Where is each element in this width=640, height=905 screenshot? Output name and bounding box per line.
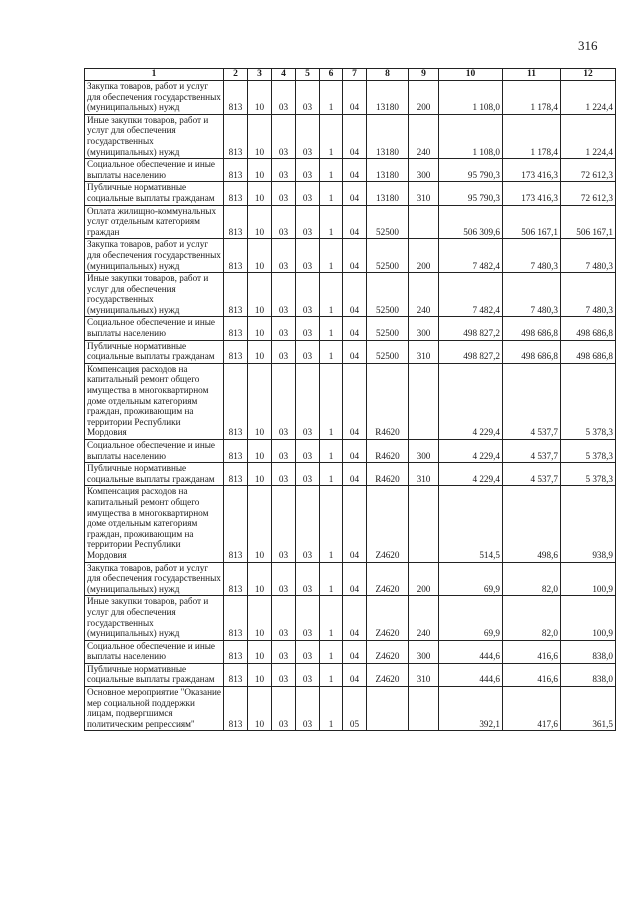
table-row — [85, 205, 616, 239]
cell-razdel: 10 — [248, 687, 272, 731]
cell-subprogram: 1 — [320, 486, 343, 562]
cell-amount-year3: 498 686,8 — [561, 340, 616, 363]
cell-subprogram: 1 — [320, 182, 343, 205]
table-row — [85, 596, 616, 640]
cell-podrazdel: 03 — [272, 81, 296, 115]
table-row — [85, 317, 616, 340]
cell-podrazdel: 03 — [272, 486, 296, 562]
row-name-cell: Социальное обеспечение и иные выплаты населению — [85, 640, 224, 663]
cell-subprogram: 1 — [320, 205, 343, 239]
cell-subprogram: 1 — [320, 363, 343, 439]
cell-direction: 52500 — [367, 205, 409, 239]
row-name-cell: Компенсация расходов на капитальный ремонт общего имущества в многоквартирном доме отдельным категориям граждан, проживающим на территории Республики Мордовия — [85, 363, 224, 439]
cell-amount-year2: 4 537,7 — [503, 463, 561, 486]
cell-subprogram: 1 — [320, 562, 343, 596]
cell-event: 04 — [343, 317, 367, 340]
cell-amount-year2: 1 178,4 — [503, 114, 561, 158]
cell-kvsr: 813 — [224, 486, 248, 562]
cell-razdel: 10 — [248, 663, 272, 686]
cell-event: 04 — [343, 182, 367, 205]
row-name-cell: Закупка товаров, работ и услуг для обеспечения государственных (муниципальных) нужд — [85, 239, 224, 273]
cell-direction — [367, 687, 409, 731]
row-name-cell: Социальное обеспечение и иные выплаты населению — [85, 440, 224, 463]
column-header: 10 — [439, 69, 503, 81]
cell-podrazdel: 03 — [272, 562, 296, 596]
cell-direction: 13180 — [367, 182, 409, 205]
cell-kvsr: 813 — [224, 205, 248, 239]
cell-expense-type: 200 — [409, 239, 439, 273]
row-name-cell: Публичные нормативные социальные выплаты гражданам — [85, 340, 224, 363]
cell-direction: Z4620 — [367, 596, 409, 640]
table-row — [85, 663, 616, 686]
cell-amount-year1: 444,6 — [439, 640, 503, 663]
cell-amount-year2: 506 167,1 — [503, 205, 561, 239]
cell-amount-year3: 506 167,1 — [561, 205, 616, 239]
cell-event: 04 — [343, 463, 367, 486]
cell-amount-year2: 1 178,4 — [503, 81, 561, 115]
cell-amount-year3: 7 480,3 — [561, 273, 616, 317]
cell-amount-year2: 498,6 — [503, 486, 561, 562]
cell-razdel: 10 — [248, 440, 272, 463]
cell-razdel: 10 — [248, 205, 272, 239]
cell-amount-year1: 69,9 — [439, 596, 503, 640]
cell-amount-year3: 838,0 — [561, 663, 616, 686]
cell-razdel: 10 — [248, 486, 272, 562]
table-body — [85, 81, 616, 731]
cell-amount-year3: 72 612,3 — [561, 182, 616, 205]
table-row — [85, 640, 616, 663]
cell-direction: R4620 — [367, 440, 409, 463]
cell-podrazdel: 03 — [272, 363, 296, 439]
cell-amount-year1: 392,1 — [439, 687, 503, 731]
cell-subprogram: 1 — [320, 687, 343, 731]
cell-podrazdel: 03 — [272, 273, 296, 317]
cell-amount-year1: 4 229,4 — [439, 440, 503, 463]
cell-razdel: 10 — [248, 340, 272, 363]
cell-kvsr: 813 — [224, 317, 248, 340]
cell-direction: R4620 — [367, 463, 409, 486]
cell-program: 03 — [296, 317, 320, 340]
cell-amount-year1: 1 108,0 — [439, 81, 503, 115]
cell-podrazdel: 03 — [272, 340, 296, 363]
cell-event: 04 — [343, 205, 367, 239]
cell-amount-year1: 514,5 — [439, 486, 503, 562]
cell-amount-year1: 444,6 — [439, 663, 503, 686]
cell-amount-year3: 7 480,3 — [561, 239, 616, 273]
cell-subprogram: 1 — [320, 596, 343, 640]
cell-amount-year3: 5 378,3 — [561, 463, 616, 486]
cell-program: 03 — [296, 663, 320, 686]
cell-kvsr: 813 — [224, 440, 248, 463]
cell-amount-year2: 498 686,8 — [503, 317, 561, 340]
cell-event: 04 — [343, 562, 367, 596]
cell-expense-type: 200 — [409, 562, 439, 596]
cell-amount-year3: 5 378,3 — [561, 440, 616, 463]
cell-razdel: 10 — [248, 239, 272, 273]
column-header: 4 — [272, 69, 296, 81]
row-name-cell: Иные закупки товаров, работ и услуг для обеспечения государственных (муниципальных) нужд — [85, 596, 224, 640]
row-name-cell: Социальное обеспечение и иные выплаты населению — [85, 159, 224, 182]
cell-subprogram: 1 — [320, 663, 343, 686]
cell-razdel: 10 — [248, 81, 272, 115]
row-name-cell: Оплата жилищно-коммунальных услуг отдельным категориям граждан — [85, 205, 224, 239]
cell-program: 03 — [296, 363, 320, 439]
cell-event: 04 — [343, 486, 367, 562]
cell-amount-year1: 498 827,2 — [439, 317, 503, 340]
cell-program: 03 — [296, 640, 320, 663]
cell-expense-type: 300 — [409, 640, 439, 663]
table-row — [85, 239, 616, 273]
cell-razdel: 10 — [248, 182, 272, 205]
cell-razdel: 10 — [248, 317, 272, 340]
cell-direction: Z4620 — [367, 486, 409, 562]
cell-kvsr: 813 — [224, 687, 248, 731]
cell-podrazdel: 03 — [272, 114, 296, 158]
cell-kvsr: 813 — [224, 159, 248, 182]
row-name-cell: Закупка товаров, работ и услуг для обеспечения государственных (муниципальных) нужд — [85, 81, 224, 115]
table-row — [85, 363, 616, 439]
cell-direction: Z4620 — [367, 640, 409, 663]
cell-expense-type: 310 — [409, 182, 439, 205]
cell-event: 04 — [343, 114, 367, 158]
cell-amount-year1: 4 229,4 — [439, 363, 503, 439]
cell-kvsr: 813 — [224, 114, 248, 158]
cell-amount-year2: 173 416,3 — [503, 182, 561, 205]
cell-amount-year1: 95 790,3 — [439, 182, 503, 205]
cell-amount-year1: 506 309,6 — [439, 205, 503, 239]
table-row — [85, 440, 616, 463]
cell-amount-year3: 938,9 — [561, 486, 616, 562]
cell-kvsr: 813 — [224, 596, 248, 640]
cell-event: 04 — [343, 640, 367, 663]
cell-razdel: 10 — [248, 114, 272, 158]
cell-kvsr: 813 — [224, 363, 248, 439]
table-row — [85, 81, 616, 115]
row-name-cell: Социальное обеспечение и иные выплаты населению — [85, 317, 224, 340]
cell-event: 04 — [343, 159, 367, 182]
cell-direction: 13180 — [367, 114, 409, 158]
cell-kvsr: 813 — [224, 663, 248, 686]
cell-podrazdel: 03 — [272, 463, 296, 486]
cell-amount-year3: 100,9 — [561, 562, 616, 596]
cell-podrazdel: 03 — [272, 205, 296, 239]
cell-program: 03 — [296, 159, 320, 182]
cell-amount-year2: 7 480,3 — [503, 273, 561, 317]
cell-podrazdel: 03 — [272, 182, 296, 205]
table-row — [85, 687, 616, 731]
row-name-cell: Публичные нормативные социальные выплаты гражданам — [85, 663, 224, 686]
row-name-cell: Закупка товаров, работ и услуг для обеспечения государственных (муниципальных) нужд — [85, 562, 224, 596]
cell-amount-year2: 498 686,8 — [503, 340, 561, 363]
cell-kvsr: 813 — [224, 340, 248, 363]
cell-subprogram: 1 — [320, 81, 343, 115]
cell-amount-year1: 69,9 — [439, 562, 503, 596]
cell-subprogram: 1 — [320, 159, 343, 182]
column-header: 2 — [224, 69, 248, 81]
cell-podrazdel: 03 — [272, 317, 296, 340]
cell-amount-year3: 1 224,4 — [561, 114, 616, 158]
cell-program: 03 — [296, 596, 320, 640]
row-name-cell: Иные закупки товаров, работ и услуг для обеспечения государственных (муниципальных) нужд — [85, 273, 224, 317]
cell-amount-year2: 417,6 — [503, 687, 561, 731]
cell-subprogram: 1 — [320, 239, 343, 273]
cell-expense-type — [409, 205, 439, 239]
cell-amount-year1: 4 229,4 — [439, 463, 503, 486]
cell-razdel: 10 — [248, 562, 272, 596]
cell-program: 03 — [296, 440, 320, 463]
cell-razdel: 10 — [248, 640, 272, 663]
column-header: 9 — [409, 69, 439, 81]
cell-expense-type: 300 — [409, 159, 439, 182]
cell-amount-year1: 7 482,4 — [439, 239, 503, 273]
page-number: 316 — [578, 38, 598, 53]
cell-amount-year3: 100,9 — [561, 596, 616, 640]
cell-direction: 52500 — [367, 340, 409, 363]
cell-amount-year3: 838,0 — [561, 640, 616, 663]
row-name-cell: Публичные нормативные социальные выплаты гражданам — [85, 463, 224, 486]
cell-kvsr: 813 — [224, 239, 248, 273]
cell-event: 04 — [343, 273, 367, 317]
cell-podrazdel: 03 — [272, 239, 296, 273]
cell-subprogram: 1 — [320, 463, 343, 486]
cell-program: 03 — [296, 81, 320, 115]
cell-amount-year2: 7 480,3 — [503, 239, 561, 273]
cell-direction: 52500 — [367, 317, 409, 340]
cell-direction: 13180 — [367, 159, 409, 182]
cell-amount-year2: 82,0 — [503, 562, 561, 596]
column-header: 11 — [503, 69, 561, 81]
cell-subprogram: 1 — [320, 640, 343, 663]
cell-event: 04 — [343, 81, 367, 115]
cell-direction: 52500 — [367, 273, 409, 317]
cell-program: 03 — [296, 114, 320, 158]
budget-table — [84, 68, 616, 731]
cell-direction: Z4620 — [367, 562, 409, 596]
cell-expense-type: 310 — [409, 463, 439, 486]
cell-kvsr: 813 — [224, 182, 248, 205]
cell-expense-type: 240 — [409, 114, 439, 158]
table-row — [85, 114, 616, 158]
column-header: 3 — [248, 69, 272, 81]
table-row — [85, 340, 616, 363]
cell-amount-year3: 498 686,8 — [561, 317, 616, 340]
cell-expense-type — [409, 363, 439, 439]
cell-expense-type: 200 — [409, 81, 439, 115]
cell-razdel: 10 — [248, 273, 272, 317]
cell-subprogram: 1 — [320, 114, 343, 158]
header-row — [85, 69, 616, 81]
cell-direction: Z4620 — [367, 663, 409, 686]
cell-podrazdel: 03 — [272, 640, 296, 663]
cell-amount-year2: 173 416,3 — [503, 159, 561, 182]
cell-program: 03 — [296, 273, 320, 317]
column-header: 1 — [85, 69, 224, 81]
cell-program: 03 — [296, 182, 320, 205]
cell-program: 03 — [296, 486, 320, 562]
cell-subprogram: 1 — [320, 317, 343, 340]
cell-amount-year3: 5 378,3 — [561, 363, 616, 439]
column-header: 12 — [561, 69, 616, 81]
cell-razdel: 10 — [248, 596, 272, 640]
cell-subprogram: 1 — [320, 273, 343, 317]
cell-expense-type — [409, 687, 439, 731]
cell-amount-year3: 72 612,3 — [561, 159, 616, 182]
column-header: 7 — [343, 69, 367, 81]
cell-expense-type: 310 — [409, 340, 439, 363]
cell-amount-year3: 361,5 — [561, 687, 616, 731]
cell-amount-year1: 7 482,4 — [439, 273, 503, 317]
cell-expense-type: 310 — [409, 663, 439, 686]
cell-event: 04 — [343, 239, 367, 273]
cell-program: 03 — [296, 463, 320, 486]
table-row — [85, 182, 616, 205]
cell-podrazdel: 03 — [272, 687, 296, 731]
cell-program: 03 — [296, 562, 320, 596]
table-row — [85, 463, 616, 486]
cell-razdel: 10 — [248, 159, 272, 182]
cell-razdel: 10 — [248, 363, 272, 439]
cell-amount-year2: 416,6 — [503, 663, 561, 686]
cell-kvsr: 813 — [224, 81, 248, 115]
cell-amount-year1: 1 108,0 — [439, 114, 503, 158]
cell-podrazdel: 03 — [272, 440, 296, 463]
table-row — [85, 159, 616, 182]
cell-amount-year1: 95 790,3 — [439, 159, 503, 182]
cell-kvsr: 813 — [224, 562, 248, 596]
cell-podrazdel: 03 — [272, 663, 296, 686]
row-name-cell: Основное мероприятие "Оказание мер социальной поддержки лицам, подвергшимся политическим репрессиям" — [85, 687, 224, 731]
column-header: 8 — [367, 69, 409, 81]
cell-amount-year2: 82,0 — [503, 596, 561, 640]
cell-event: 04 — [343, 440, 367, 463]
row-name-cell: Компенсация расходов на капитальный ремонт общего имущества в многоквартирном доме отдельным категориям граждан, проживающим на территории Республики Мордовия — [85, 486, 224, 562]
cell-expense-type: 300 — [409, 317, 439, 340]
cell-kvsr: 813 — [224, 463, 248, 486]
cell-expense-type: 240 — [409, 596, 439, 640]
cell-amount-year1: 498 827,2 — [439, 340, 503, 363]
cell-amount-year2: 4 537,7 — [503, 363, 561, 439]
cell-podrazdel: 03 — [272, 159, 296, 182]
table-row — [85, 273, 616, 317]
table-row — [85, 486, 616, 562]
cell-event: 04 — [343, 363, 367, 439]
cell-amount-year2: 416,6 — [503, 640, 561, 663]
cell-kvsr: 813 — [224, 273, 248, 317]
cell-razdel: 10 — [248, 463, 272, 486]
cell-expense-type: 240 — [409, 273, 439, 317]
cell-direction: 13180 — [367, 81, 409, 115]
cell-direction: R4620 — [367, 363, 409, 439]
cell-amount-year2: 4 537,7 — [503, 440, 561, 463]
cell-event: 04 — [343, 663, 367, 686]
cell-kvsr: 813 — [224, 640, 248, 663]
row-name-cell: Иные закупки товаров, работ и услуг для обеспечения государственных (муниципальных) нужд — [85, 114, 224, 158]
cell-program: 03 — [296, 687, 320, 731]
cell-expense-type — [409, 486, 439, 562]
cell-amount-year3: 1 224,4 — [561, 81, 616, 115]
table-row — [85, 562, 616, 596]
row-name-cell: Публичные нормативные социальные выплаты гражданам — [85, 182, 224, 205]
cell-program: 03 — [296, 205, 320, 239]
cell-program: 03 — [296, 239, 320, 273]
cell-expense-type: 300 — [409, 440, 439, 463]
cell-podrazdel: 03 — [272, 596, 296, 640]
cell-direction: 52500 — [367, 239, 409, 273]
cell-subprogram: 1 — [320, 440, 343, 463]
cell-subprogram: 1 — [320, 340, 343, 363]
column-header: 5 — [296, 69, 320, 81]
cell-event: 05 — [343, 687, 367, 731]
cell-event: 04 — [343, 340, 367, 363]
column-header: 6 — [320, 69, 343, 81]
cell-event: 04 — [343, 596, 367, 640]
cell-program: 03 — [296, 340, 320, 363]
